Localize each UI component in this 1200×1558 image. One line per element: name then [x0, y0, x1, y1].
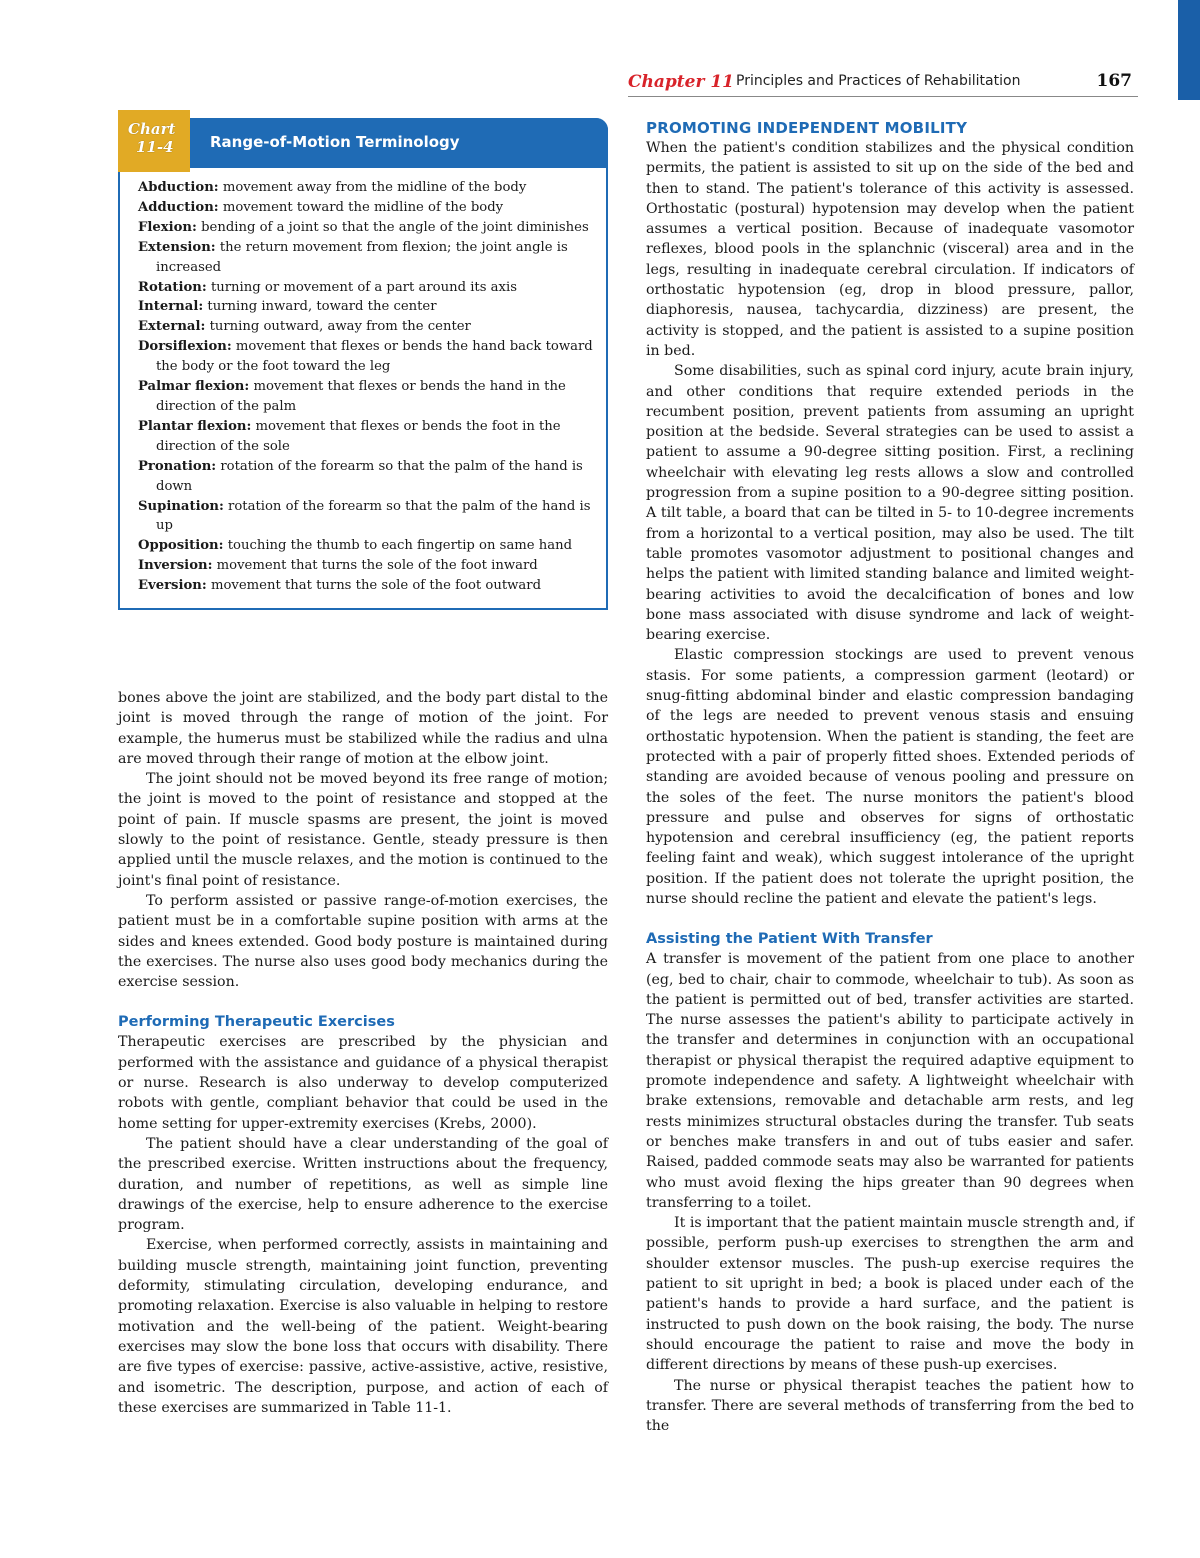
term-item — [138, 218, 600, 238]
term-definition: turning outward, away from the center — [209, 319, 471, 335]
term-label: Inversion: — [138, 558, 213, 574]
paragraph: bones above the joint are stabilized, and the body part distal to the joint is moved through the range of motion of the joint. For example, the humerus must be stabilized while the radius and ulna are moved through their range of motion at the elbow joint. — [118, 690, 608, 767]
term-label: Rotation: — [138, 279, 207, 295]
term-definition: movement toward the midline of the body — [222, 199, 504, 215]
chart-box — [118, 118, 608, 610]
chapter-label: Chapter 11 — [628, 72, 734, 92]
term-item — [138, 556, 600, 576]
paragraph: The joint should not be moved beyond its free range of motion; the joint is moved to the point of resistance and stopped at the point of pain. If muscle spasms are present, the joint is moved slowly to the point of resistance. Gentle, steady pressure is then applied until the muscle relaxes, and the motion is continued to the joint's final point of resistance. — [118, 771, 608, 889]
paragraph: Therapeutic exercises are prescribed by the physician and performed with the assistance and guidance of a physical therapist or nurse. Research is also underway to develop computerized robots with gentle, compliant behavior that could be used in the home setting for upper-extremity exercises (Krebs, 2000). — [118, 1034, 608, 1132]
term-label: Pronation: — [138, 458, 217, 474]
term-item — [138, 576, 600, 596]
term-item — [138, 457, 600, 497]
term-item — [138, 278, 600, 298]
page-number: 167 — [1096, 71, 1132, 91]
terms-list — [138, 178, 600, 596]
running-header — [628, 70, 1138, 97]
term-definition: rotation of the forearm so that the palm of the hand is up — [156, 498, 591, 534]
term-item — [138, 497, 600, 537]
chart-tag-label: Chart — [128, 120, 176, 138]
term-label: Extension: — [138, 239, 216, 255]
term-item — [138, 297, 600, 317]
term-definition: movement that turns the sole of the foot inward — [216, 558, 538, 574]
term-definition: the return movement from flexion; the joint angle is increased — [156, 239, 568, 275]
chart-title: Range-of-Motion Terminology — [210, 133, 460, 151]
term-label: Dorsiflexion: — [138, 339, 232, 355]
paragraph: It is important that the patient maintain muscle strength and, if possible, perform push-up exercises to strengthen the arm and shoulder extensor muscles. The push-up exercise requires the patient to sit upright in bed; a book is placed under each of the patient's hands to provide a hard surface, and the patient is instructed to push down on the book raising, the body. The nurse should encourage the patient to raise and move the body in different directions by means of these push-up exercises. — [646, 1215, 1134, 1374]
term-definition: touching the thumb to each fingertip on same hand — [227, 538, 573, 554]
term-item — [138, 377, 600, 417]
paragraph: The nurse or physical therapist teaches the patient how to transfer. There are several methods of transferring from the bed to the — [646, 1377, 1134, 1435]
chapter-title: Principles and Practices of Rehabilitation — [736, 73, 1021, 89]
term-item — [138, 536, 600, 556]
term-label: Supination: — [138, 498, 224, 514]
term-definition: movement that flexes or bends the foot in the direction of the sole — [156, 418, 561, 454]
left-column — [118, 688, 608, 1418]
paragraph: The patient should have a clear understanding of the goal of the prescribed exercise. Written instructions about the frequency, duration, and number of repetitions, as well as simple line drawings of the exercise, help to ensure adherence to the exercise program. — [118, 1135, 608, 1234]
term-item — [138, 238, 600, 278]
paragraph: Some disabilities, such as spinal cord injury, acute brain injury, and other conditions that require extended periods in the recumbent position, prevent patients from assuming an upright position at the bedside. Several strategies can be used to assist a patient to assume a 90-degree sitting position. First, a reclining wheelchair with elevating leg rests allows a slow and controlled progression from a supine position to a 90-degree sitting position. A tilt table, a board that can be tilted in 5- to 10-degree increments from a horizontal to a vertical position, may also be used. The tilt table promotes vasomotor adjustment to positional changes and helps the patient with limited standing balance and limited weight-bearing activities to avoid the decalcification of bones and low bone mass associated with disuse syndrome and lack of weight-bearing exercise. — [646, 363, 1134, 644]
right-column — [646, 118, 1134, 1436]
paragraph: When the patient's condition stabilizes and the physical condition permits, the patient is assisted to sit up on the side of the bed and then to stand. The patient's tolerance of this activity is assessed. Orthostatic (postural) hypotension may develop when the patient assumes a vertical position. Because of inadequate vasomotor reflexes, blood pools in the splanchnic (visceral) area and in the legs, resulting in inadequate cerebral circulation. If indicators of orthostatic hypotension (eg, drop in blood pressure, pallor, diaphoresis, nausea, tachycardia, dizziness) are present, the activity is stopped, and the patient is assisted to a supine position in bed. — [646, 140, 1134, 359]
chart-tag — [118, 110, 190, 172]
term-label: Adduction: — [138, 199, 219, 215]
term-item — [138, 337, 600, 377]
term-definition: movement that turns the sole of the foot outward — [210, 578, 542, 594]
paragraph: Exercise, when performed correctly, assists in maintaining and building muscle strength, maintaining joint function, preventing deformity, stimulating circulation, developing endurance, and promoting relaxation. Exercise is also valuable in helping to restore motivation and the well-being of the patient. Weight-bearing exercises may slow the bone loss that occurs with disability. There are five types of exercise: passive, active-assistive, active, resistive, and isometric. The description, purpose, and action of each of these exercises are summarized in Table 11-1. — [118, 1237, 608, 1416]
page-edge-tab — [1178, 0, 1200, 100]
term-definition: turning or movement of a part around its axis — [210, 279, 517, 295]
paragraph: To perform assisted or passive range-of-motion exercises, the patient must be in a comfortable supine position with arms at the sides and knees extended. Good body posture is maintained during the exercises. The nurse also uses good body mechanics during the exercise session. — [118, 892, 608, 991]
chart-tag-number: 11-4 — [136, 138, 174, 156]
term-label: Flexion: — [138, 219, 197, 235]
paragraph: Elastic compression stockings are used to prevent venous stasis. For some patients, a compression garment (leotard) or snug-fitting abdominal binder and elastic compression bandaging of the legs are needed to prevent venous stasis and ensuing orthostatic hypotension. When the patient is standing, the feet are protected with a pair of properly fitted shoes. Extended periods of standing are avoided because of venous pooling and pressure on the soles of the feet. The nurse monitors the patient's blood pressure and pulse and observes for signs of orthostatic hypotension and cerebral insufficiency (eg, the patient reports feeling faint and weak), which suggest intolerance of the upright position. If the patient does not tolerate the upright position, the nurse should recline the patient and elevate the patient's legs. — [646, 647, 1134, 907]
term-definition: turning inward, toward the center — [207, 299, 437, 315]
section-heading: Performing Therapeutic Exercises — [118, 1014, 395, 1031]
term-label: Palmar flexion: — [138, 379, 250, 395]
section-heading: PROMOTING INDEPENDENT MOBILITY — [646, 119, 968, 137]
term-label: Abduction: — [138, 180, 219, 195]
term-definition: movement that flexes or bends the hand in the direction of the palm — [156, 379, 566, 414]
term-label: Opposition: — [138, 538, 224, 554]
term-label: Plantar flexion: — [138, 418, 252, 434]
chart-header-bar — [118, 118, 608, 168]
term-item — [138, 417, 600, 457]
term-definition: movement away from the midline of the body — [222, 180, 527, 195]
term-definition: rotation of the forearm so that the palm of the hand is down — [156, 458, 583, 494]
term-item — [138, 317, 600, 337]
term-item — [138, 178, 600, 198]
paragraph: A transfer is movement of the patient from one place to another (eg, bed to chair, chair to commode, wheelchair to tub). As soon as the patient is permitted out of bed, transfer activities are started. The nurse assesses the patient's ability to participate actively in the transfer and determines in conjunction with an occupational therapist or physical therapist the required adaptive equipment to promote independence and safety. A lightweight wheelchair with brake extensions, removable and detachable arm rests, and leg rests minimizes structural obstacles during the transfer. Tub seats or benches make transfers in and out of tubs easier and safer. Raised, padded commode seats may also be warranted for patients who must avoid flexing the hips greater than 90 degrees when transferring to a toilet. — [646, 951, 1134, 1211]
term-label: Internal: — [138, 299, 204, 315]
term-definition: movement that flexes or bends the hand back toward the body or the foot toward the leg — [156, 339, 593, 375]
term-item — [138, 198, 600, 218]
subsection-heading: Assisting the Patient With Transfer — [646, 931, 933, 948]
term-label: Eversion: — [138, 578, 207, 594]
term-definition: bending of a joint so that the angle of the joint diminishes — [201, 219, 589, 235]
term-label: External: — [138, 319, 206, 335]
